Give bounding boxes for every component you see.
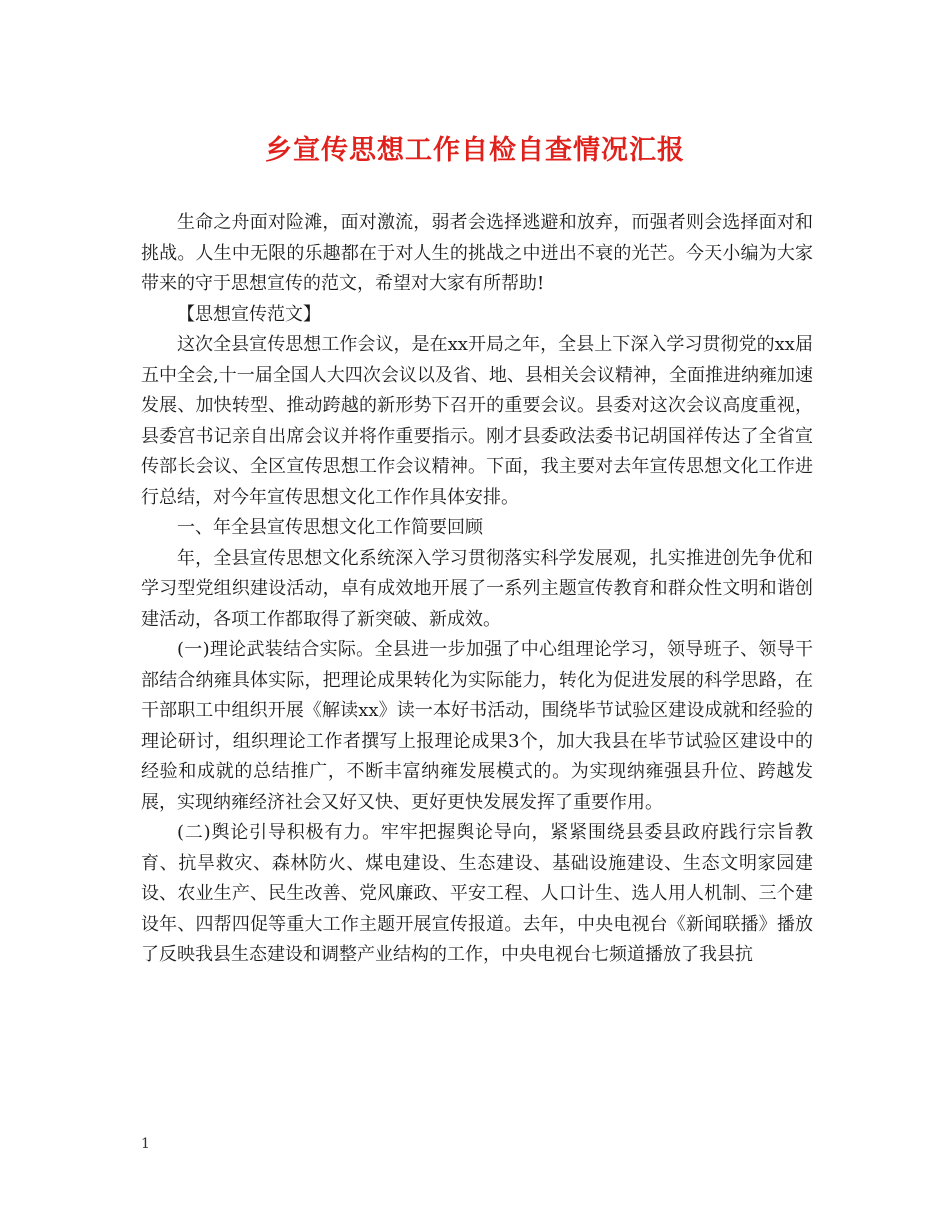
paragraph-section-label: 【思想宣传范文】 <box>177 303 321 325</box>
page-number: 1 <box>141 1136 150 1152</box>
paragraph-public-opinion: (二)舆论引导积极有力。牢牢把握舆论导向，紧紧围绕县委县政府践行宗旨教育、抗旱救灾、森林防火、煤电建设、生态建设、基础设施建设、生态文明家园建设、农业生产、民生改善、党风廉政、平安工程、人口计生、选人用人机制、三个建设年、四帮四促等重大工作主题开展宣传报道。去年，中央电视台《新闻联播》播放了反映我县生态建设和调整产业结构的工作，中央电视台七频道播放了我县抗 <box>141 822 813 965</box>
document-title: 乡宣传思想工作自检自查情况汇报 <box>265 135 685 166</box>
paragraph-heading-review: 一、年全县宣传思想文化工作简要回顾 <box>177 517 483 538</box>
paragraph-intro: 生命之舟面对险滩，面对激流，弱者会选择逃避和放弃，而强者则会选择面对和挑战。人生中无限的乐趣都在于对人生的挑战之中迸出不衰的光芒。今天小编为大家带来的守于思想宣传的范文，希望对大家有所帮助! <box>141 212 813 294</box>
paragraph-year-summary: 年，全县宣传思想文化系统深入学习贯彻落实科学发展观，扎实推进创先争优和学习型党组织建设活动，卓有成效地开展了一系列主题宣传教育和群众性文明和谐创建活动，各项工作都取得了新突破、新成效。 <box>141 547 813 630</box>
paragraph-theory: (一)理论武装结合实际。全县进一步加强了中心组理论学习，领导班子、领导干部结合纳雍具体实际，把理论成果转化为实际能力，转化为促进发展的科学思路，在干部职工中组织开展《解读xx》读一本好书活动，围绕毕节试验区建设成就和经验的理论研讨，组织理论工作者撰写上报理论成果3个，加大我县在毕节试验区建设中的经验和成就的总结推广，不断丰富纳雍发展模式的。为实现纳雍强县升位、跨越发展，实现纳雍经济社会又好又快、更好更快发展发挥了重要作用。 <box>141 639 813 813</box>
document-body <box>141 208 813 971</box>
paragraph-meeting-overview: 这次全县宣传思想工作会议，是在xx开局之年，全县上下深入学习贯彻党的xx届五中全会,十一届全国人大四次会议以及省、地、县相关会议精神，全面推进纳雍加速发展、加快转型、推动跨越的新形势下召开的重要会议。县委对这次会议高度重视，县委宫书记亲自出席会议并将作重要指示。刚才县委政法委书记胡国祥传达了全省宣传部长会议、全区宣传思想工作会议精神。下面，我主要对去年宣传思想文化工作进行总结，对今年宣传思想文化工作作具体安排。 <box>141 334 813 508</box>
